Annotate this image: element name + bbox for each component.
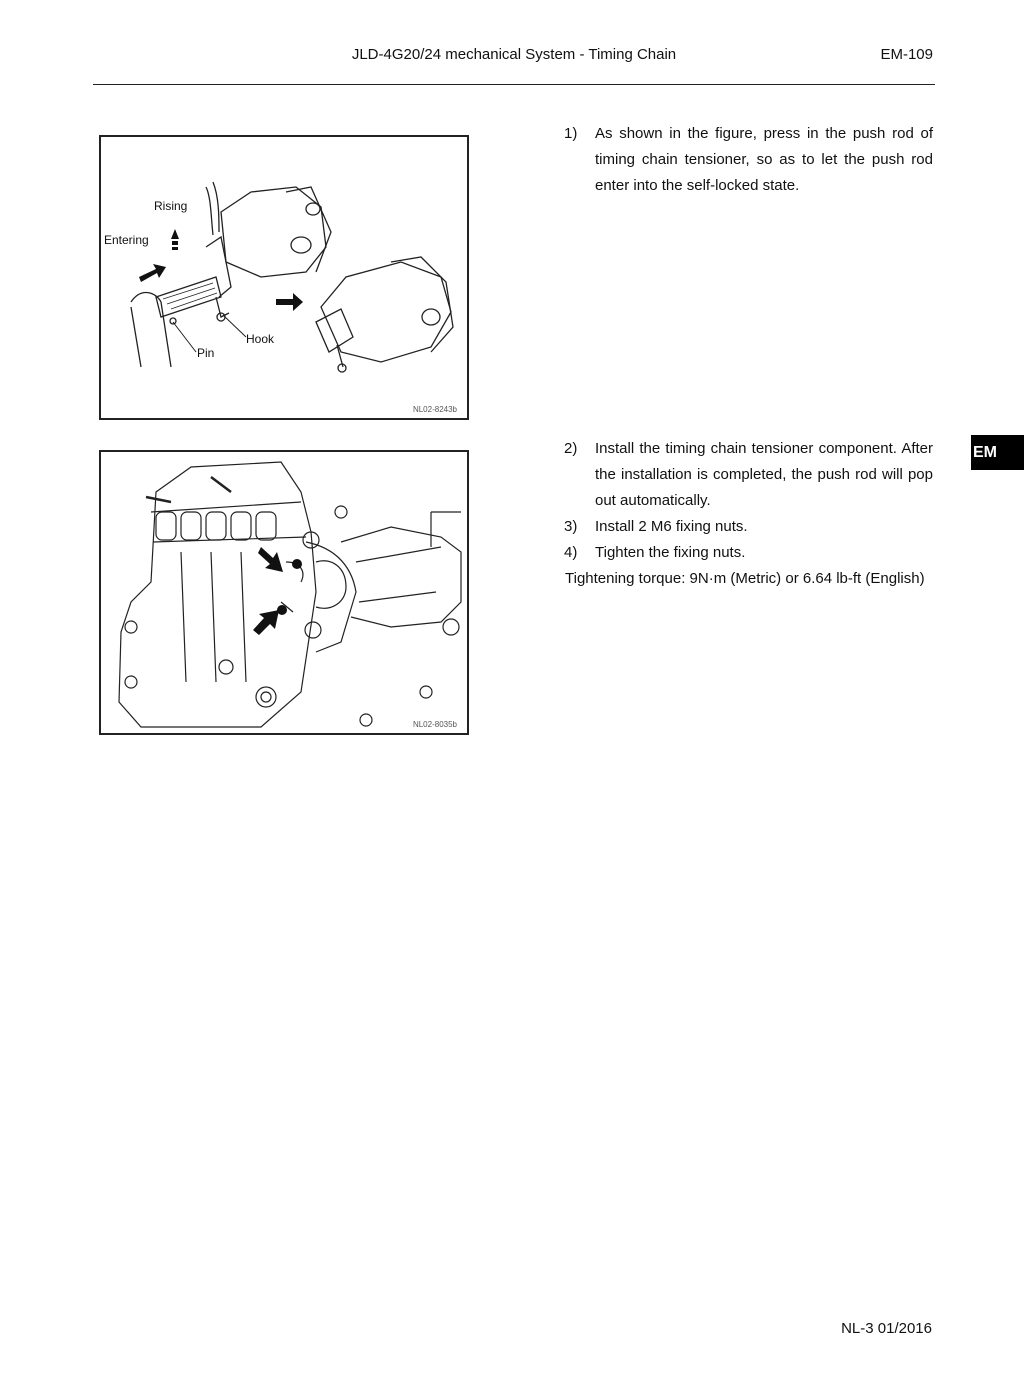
figure2-code: NL02-8035b [412,720,457,729]
engine-illustration [101,452,469,735]
step-text: As shown in the figure, press in the push rod of timing chain tensioner, so as to let the push rod enter into the self-locked state. [595,125,933,194]
step-3 [564,514,933,540]
figure1-code: NL02-8243b [412,405,457,414]
tightening-torque: Tightening torque: 9N·m (Metric) or 6.64 lb-ft (English) [565,570,925,587]
tensioner-installation-figure [99,450,469,735]
section-tab: EM [971,435,1024,470]
header-title: JLD-4G20/24 mechanical System - Timing Chain [351,46,677,63]
footer: NL-3 01/2016 [841,1320,932,1337]
hook-label: Hook [246,332,275,346]
header-divider [93,84,935,85]
step-number: 1) [564,125,578,142]
step-2 [564,436,933,514]
pin-label: Pin [197,346,215,360]
step-text: Install the timing chain tensioner component. After the installation is completed, the push rod will pop out automatically. [595,440,933,509]
tensioner-push-rod-figure [99,135,469,420]
step-number: 4) [564,544,578,561]
step-4 [564,540,933,566]
step-text: Tighten the fixing nuts. [595,544,746,561]
page-number: EM-109 [880,46,933,63]
step-number: 3) [564,518,578,535]
step-text: Install 2 M6 fixing nuts. [595,518,748,535]
step-number: 2) [564,440,578,457]
tensioner-illustration [101,137,469,420]
step-1 [564,121,933,199]
entering-label: Entering [104,233,149,247]
rising-label: Rising [154,199,188,213]
